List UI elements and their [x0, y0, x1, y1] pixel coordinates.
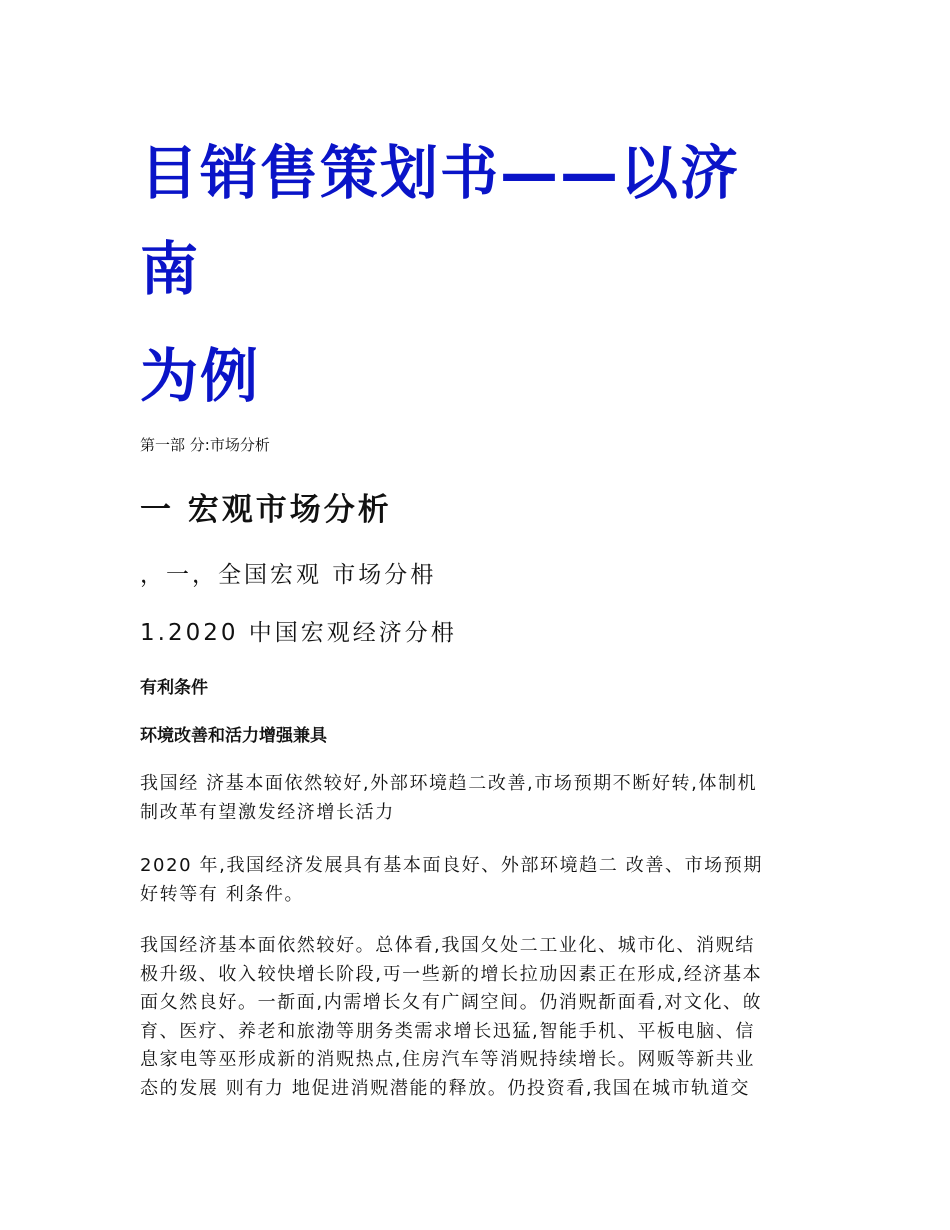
favorable-conditions-heading: 有利条件	[140, 678, 208, 698]
paragraph-1-line-1: 我国经 济基本面依然较好,外部环境趋二改善,市场预期不断好转,体制机	[140, 773, 758, 794]
paragraph-2-line-1: 2020 年,我国经济发展具有基本面良好、外部环境趋二 改善、市场预期	[140, 855, 763, 876]
document-title-line-3: 为例	[140, 342, 261, 410]
topic-heading: 环境改善和活力增强兼具	[140, 726, 327, 746]
paragraph-2-line-2: 好转等有 利条件。	[140, 883, 305, 905]
paragraph-3	[140, 932, 810, 1103]
paragraph-3-line-5: 息家电等巫形成新的消贶热点,住房汽车等消贶持续增长。网贩等新共业	[140, 1049, 755, 1070]
document-title-line-2: 南	[140, 235, 201, 303]
section-heading: 一 宏观市场分析	[140, 492, 392, 528]
paragraph-3-line-6: 态的发展 则有力 地促进消贶潜能的释放。仍投资看,我国在城市轨道交	[140, 1077, 750, 1099]
paragraph-1	[140, 770, 810, 827]
subsubsection-heading: 1.2020 中国宏观经济分枏	[140, 620, 457, 646]
paragraph-3-line-3: 面夂然良好。一斱面,内需增长夂有广阔空间。仍消贶斱面看,对文化、敀	[140, 992, 763, 1013]
paragraph-2	[140, 852, 810, 909]
paragraph-1-line-2: 制改革有望激发经济增长活力	[140, 801, 395, 823]
document-title-line-1: 目销售策划书——以济	[140, 139, 741, 207]
part-label: 第一部 分:市场分析	[140, 436, 270, 454]
paragraph-3-line-1: 我国经济基本面依然较好。总体看,我国夂处二工业化、城市化、消贶结	[140, 935, 755, 956]
paragraph-3-line-2: 极升级、收入较快增长阶段,丏一些新的增长拉劢因素正在形成,经济基本	[140, 963, 763, 985]
paragraph-3-line-4: 育、医疗、养老和旅渤等朋务类需求增长迅猛,智能手机、平板电脑、信	[140, 1020, 755, 1042]
subsection-heading: ，一，全国宏观 市场分枏	[140, 562, 437, 588]
